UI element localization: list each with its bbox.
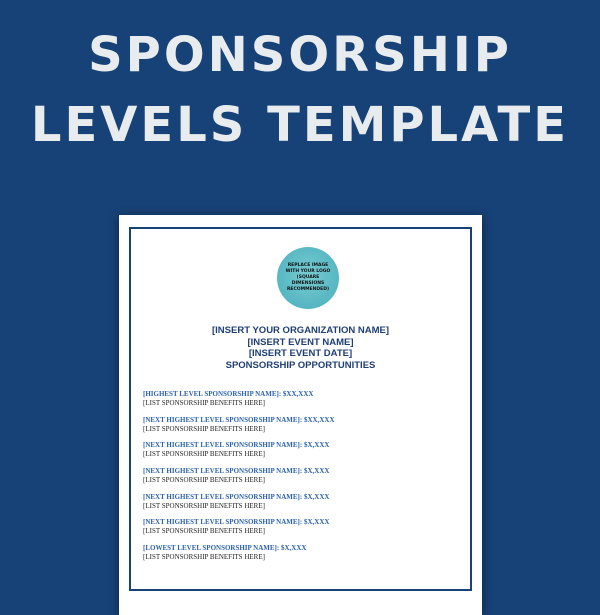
sponsorship-level (143, 493, 463, 511)
level-name: [NEXT HIGHEST LEVEL SPONSORSHIP NAME]: $X,XXX (143, 467, 330, 476)
level-benefits: [LIST SPONSORSHIP BENEFITS HERE] (143, 424, 265, 433)
headline-line-1: SPONSORSHIP (88, 27, 512, 83)
level-benefits: [LIST SPONSORSHIP BENEFITS HERE] (143, 553, 265, 562)
logo-placeholder-text: REPLACE IMAGE WITH YOUR LOGO (SQUARE DIMENSIONS RECOMMENDED) (285, 263, 331, 292)
level-name: [NEXT HIGHEST LEVEL SPONSORSHIP NAME]: $XX,XXX (143, 415, 335, 424)
event-name: [INSERT EVENT NAME] (247, 336, 354, 348)
logo-placeholder (277, 247, 339, 309)
level-benefits: [LIST SPONSORSHIP BENEFITS HERE] (143, 450, 265, 459)
level-name: [NEXT HIGHEST LEVEL SPONSORSHIP NAME]: $X,XXX (143, 492, 330, 501)
sponsorship-level (143, 390, 463, 408)
level-benefits: [LIST SPONSORSHIP BENEFITS HERE] (143, 476, 265, 485)
level-benefits: [LIST SPONSORSHIP BENEFITS HERE] (143, 501, 265, 510)
sponsorship-level (143, 467, 463, 485)
organization-name: [INSERT YOUR ORGANIZATION NAME] (212, 325, 389, 336)
section-title: SPONSORSHIP OPPORTUNITIES (225, 359, 376, 371)
level-benefits: [LIST SPONSORSHIP BENEFITS HERE] (143, 527, 265, 536)
document-heading (131, 325, 470, 371)
level-benefits: [LIST SPONSORSHIP BENEFITS HERE] (143, 399, 265, 407)
event-date: [INSERT EVENT DATE] (248, 348, 353, 359)
document-border-frame (129, 227, 472, 591)
sponsorship-level (143, 441, 463, 459)
sponsorship-level (143, 544, 463, 562)
level-name: [NEXT HIGHEST LEVEL SPONSORSHIP NAME]: $X,XXX (143, 441, 330, 450)
document-preview (119, 215, 482, 615)
level-name: [LOWEST LEVEL SPONSORSHIP NAME]: $X,XXX (143, 544, 307, 553)
sponsorship-levels-list (143, 390, 463, 570)
headline-line-2: LEVELS TEMPLATE (30, 97, 570, 153)
sponsorship-level (143, 416, 463, 434)
headline (0, 20, 600, 160)
level-name: [NEXT HIGHEST LEVEL SPONSORSHIP NAME]: $X,XXX (143, 518, 330, 527)
sponsorship-level (143, 518, 463, 536)
level-name: [HIGHEST LEVEL SPONSORSHIP NAME]: $XX,XXX (143, 390, 314, 398)
